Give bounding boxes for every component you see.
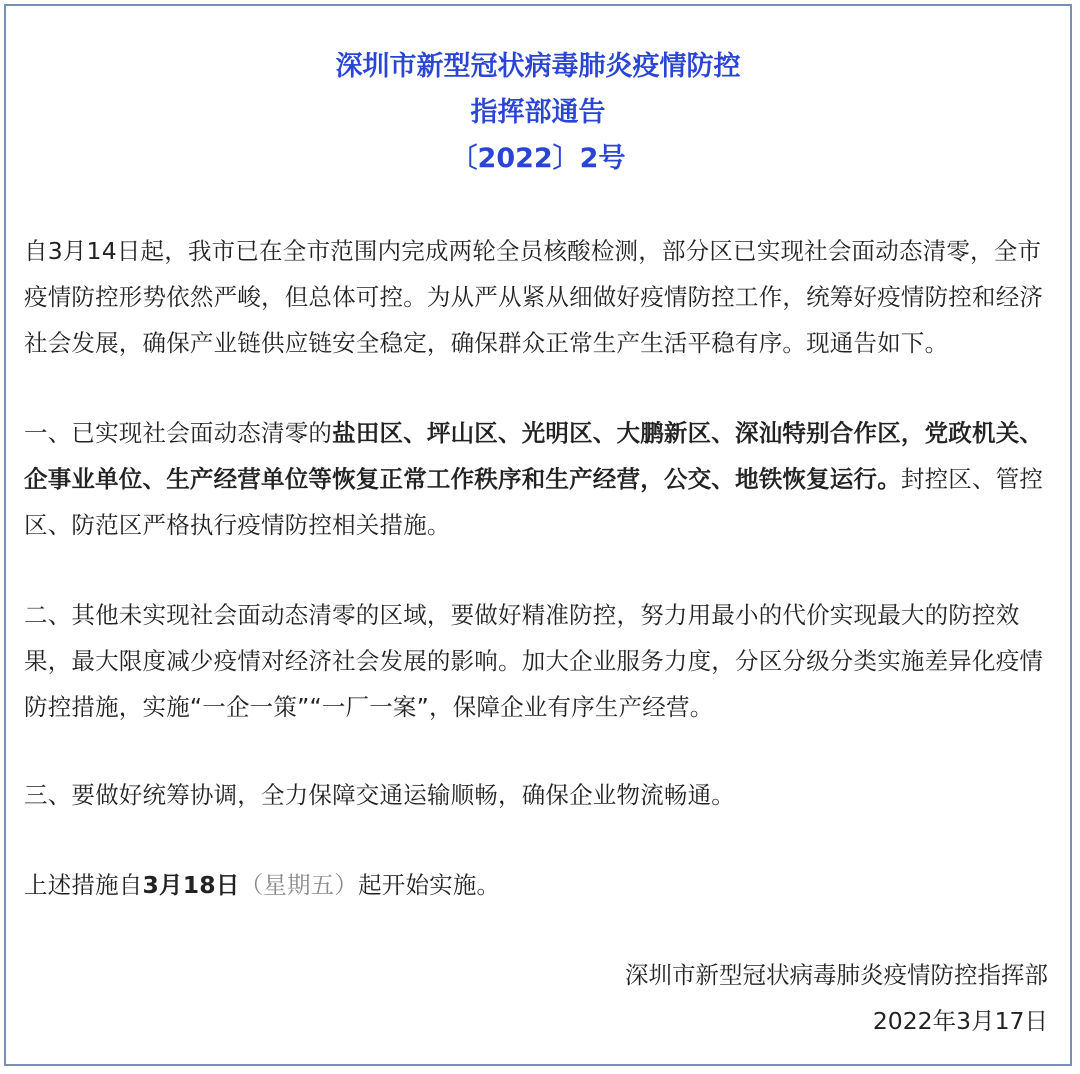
- effective-date: 3月18日: [142, 871, 240, 899]
- title-line-3: 〔2022〕2号: [450, 143, 626, 174]
- effective-post: 起开始实施。: [358, 871, 501, 899]
- item-1-bold: 盐田区、坪山区、光明区、大鹏新区、深汕特别合作区，党政机关、企事业单位、生产经营单位等恢复正常工作秩序和生产经营，公交、地铁恢复运行。: [24, 419, 1044, 493]
- intro-paragraph: 自3月14日起，我市已在全市范围内完成两轮全员核酸检测，部分区已实现社会面动态清零，全市疫情防控形势依然严峻，但总体可控。为从严从紧从细做好疫情防控工作，统筹好疫情防控和经济社会发展，确保产业链供应链安全稳定，确保群众正常生产生活平稳有序。现通告如下。: [24, 237, 1044, 357]
- effective-pre: 上述措施自: [24, 871, 143, 899]
- effective-weekday: （星期五）: [239, 871, 359, 899]
- item-3-paragraph: 三、要做好统筹协调，全力保障交通运输顺畅，确保企业物流畅通。: [24, 781, 735, 809]
- signature-org: 深圳市新型冠状病毒肺炎疫情防控指挥部: [625, 961, 1048, 989]
- item-1-post: 封控区、管控区、防范区严格执行疫情防控相关措施。: [24, 465, 1044, 539]
- notice-title: [6, 44, 1070, 182]
- signature-date: 2022年3月17日: [872, 1007, 1048, 1035]
- effective-paragraph: [24, 862, 1064, 908]
- title-line-2: 指挥部通告: [470, 97, 606, 128]
- item-1-pre: 一、已实现社会面动态清零的: [24, 419, 333, 447]
- item-2-paragraph: 二、其他未实现社会面动态清零的区域，要做好精准防控，努力用最小的代价实现最大的防控效果，最大限度减少疫情对经济社会发展的影响。加大企业服务力度，分区分级分类实施差异化疫情防控措施，实施“一企一策”“一厂一案”，保障企业有序生产经营。: [24, 601, 1044, 721]
- notice-frame: [4, 4, 1072, 1066]
- title-line-1: 深圳市新型冠状病毒肺炎疫情防控: [335, 51, 741, 82]
- item-1-paragraph: [24, 410, 1064, 548]
